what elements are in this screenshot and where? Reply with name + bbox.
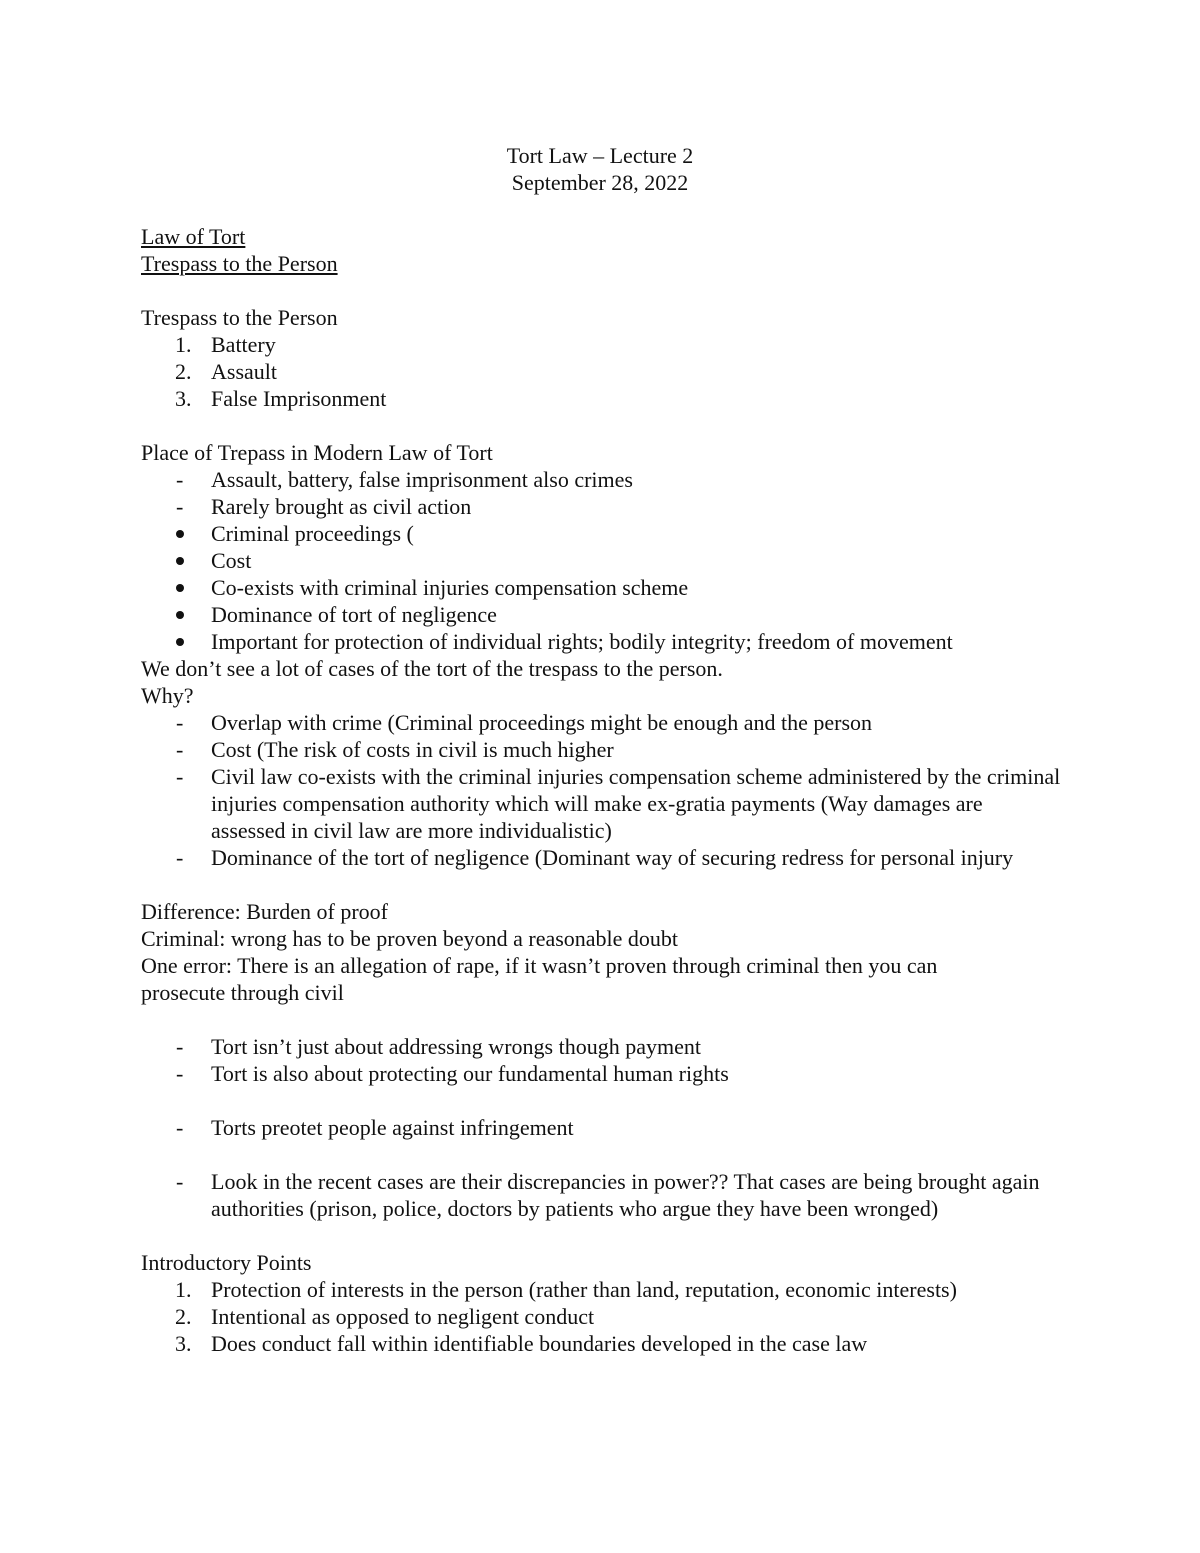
paragraph-why: Why? (141, 683, 194, 708)
section-place-title: Place of Trepass in Modern Law of Tort (141, 440, 493, 465)
list-item-text: Assault (211, 359, 277, 384)
list-item (141, 601, 1061, 628)
list-item-text: Assault, battery, false imprisonment also crimes (211, 467, 633, 492)
document-page (141, 142, 1061, 1357)
list-item-text: Intentional as opposed to negligent conduct (211, 1304, 595, 1329)
bullet-icon (141, 547, 211, 574)
list-item-text: Look in the recent cases are their discrepancies in power?? That cases are being brought again authorities (prison, police, doctors by patients who argue they have been wronged) (211, 1169, 1040, 1221)
bullet-icon (141, 520, 211, 547)
list-item (141, 547, 1061, 574)
dash-marker: - (176, 845, 184, 870)
paragraph-note: We don’t see a lot of cases of the tort of the trespass to the person. (141, 656, 723, 681)
list-item (141, 1303, 1061, 1330)
list-item (141, 1060, 1061, 1087)
list-item-text: Battery (211, 332, 276, 357)
list-item (141, 493, 1061, 520)
list-item-text: Overlap with crime (Criminal proceedings might be enough and the person (211, 710, 873, 735)
list-item (141, 1330, 1061, 1357)
dash-marker: - (176, 494, 184, 519)
list-item (141, 1276, 1061, 1303)
list-item-text: Dominance of the tort of negligence (Dominant way of securing redress for personal injury (211, 845, 1014, 870)
dash-marker: - (176, 710, 184, 735)
list-item (141, 520, 1061, 547)
list-item-text: Torts preotet people against infringement (211, 1115, 574, 1140)
heading-trespass: Trespass to the Person (141, 251, 338, 276)
dash-marker: - (176, 737, 184, 762)
document-title: Tort Law – Lecture 2 (506, 143, 694, 168)
list-item (141, 1168, 1061, 1222)
list-item-text: Tort is also about protecting our fundamental human rights (211, 1061, 729, 1086)
list-number: 2. (175, 359, 192, 384)
list-item-text: Co-exists with criminal injuries compensation scheme (211, 575, 689, 600)
list-item (141, 736, 1061, 763)
list-item-text: Criminal proceedings ( (211, 521, 414, 546)
list-item-text: Does conduct fall within identifiable boundaries developed in the case law (211, 1331, 868, 1356)
section-introductory-title: Introductory Points (141, 1250, 312, 1275)
list-item-text: Dominance of tort of negligence (211, 602, 497, 627)
list-number: 3. (175, 1331, 192, 1356)
bullet-icon (141, 628, 211, 655)
list-item (141, 1114, 1061, 1141)
list-item (141, 466, 1061, 493)
dash-marker: - (176, 467, 184, 492)
list-item (141, 574, 1061, 601)
list-number: 2. (175, 1304, 192, 1329)
list-number: 3. (175, 386, 192, 411)
list-item (141, 763, 1061, 844)
list-item-text: Tort isn’t just about addressing wrongs though payment (211, 1034, 701, 1059)
list-item-text: False Imprisonment (211, 386, 387, 411)
heading-law-of-tort: Law of Tort (141, 224, 246, 249)
dash-marker: - (176, 1061, 184, 1086)
paragraph-error: One error: There is an allegation of rape, if it wasn’t proven through criminal then you can prosecute through civil (141, 953, 938, 1005)
list-item (141, 1033, 1061, 1060)
list-item-text: Cost (The risk of costs in civil is much higher (211, 737, 614, 762)
paragraph-difference: Difference: Burden of proof (141, 899, 388, 924)
dash-marker: - (176, 1169, 184, 1194)
section-trespass-title: Trespass to the Person (141, 305, 338, 330)
paragraph-criminal: Criminal: wrong has to be proven beyond a reasonable doubt (141, 926, 679, 951)
list-item (141, 628, 1061, 655)
list-item (141, 844, 1061, 871)
list-item-text: Rarely brought as civil action (211, 494, 472, 519)
list-item-text: Important for protection of individual rights; bodily integrity; freedom of movement (211, 629, 953, 654)
dash-marker: - (176, 1034, 184, 1059)
list-number: 1. (175, 332, 192, 357)
list-item (141, 331, 1061, 358)
list-item (141, 358, 1061, 385)
list-number: 1. (175, 1277, 192, 1302)
list-item-text: Civil law co-exists with the criminal injuries compensation scheme administered by the criminal injuries compensation authority which will make ex-gratia payments (Way damages are assessed in civil law are more individualistic) (211, 764, 1061, 843)
bullet-icon (141, 601, 211, 628)
document-date: September 28, 2022 (511, 170, 689, 195)
dash-marker: - (176, 764, 184, 789)
list-item-text: Cost (211, 548, 252, 573)
list-item-text: Protection of interests in the person (rather than land, reputation, economic interests) (211, 1277, 957, 1302)
bullet-icon (141, 574, 211, 601)
list-item (141, 385, 1061, 412)
document-header (0, 142, 1200, 196)
list-item (141, 709, 1061, 736)
dash-marker: - (176, 1115, 184, 1140)
